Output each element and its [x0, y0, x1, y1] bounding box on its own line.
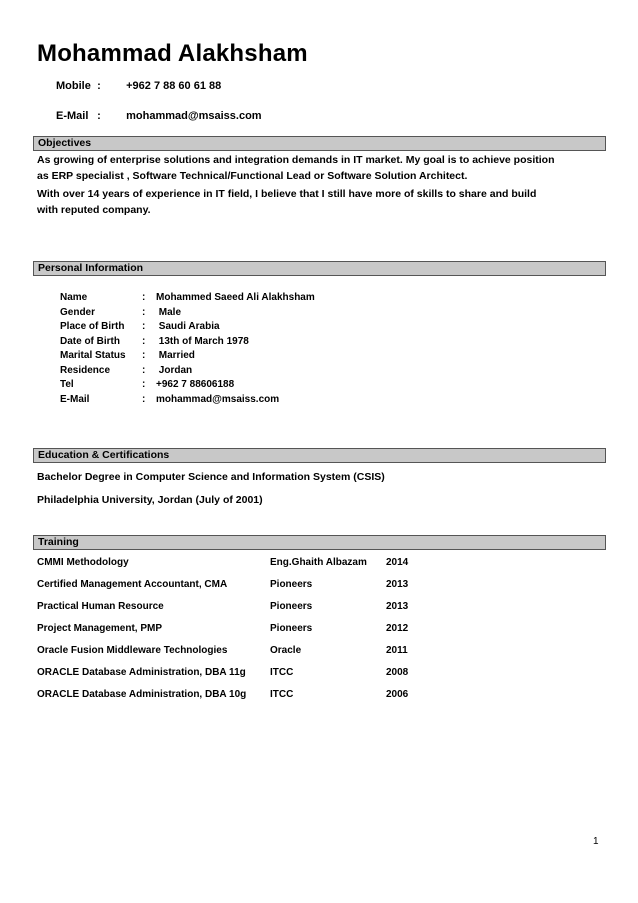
training-year: 2013	[386, 579, 409, 590]
training-provider: ITCC	[270, 689, 294, 700]
personal-value: Male	[156, 307, 182, 318]
personal-value: mohammad@msaiss.com	[156, 394, 280, 405]
candidate-name: Mohammad Alakhsham	[37, 40, 308, 67]
personal-row-name	[60, 291, 315, 305]
training-provider: Pioneers	[270, 601, 313, 612]
contact-email	[56, 110, 262, 122]
training-course: Project Management, PMP	[37, 623, 163, 634]
email-label: E-Mail	[56, 110, 89, 122]
training-course: Certified Management Accountant, CMA	[37, 579, 228, 590]
personal-value: Married	[156, 350, 195, 361]
personal-value: Mohammed Saeed Ali Alakhsham	[156, 292, 315, 303]
page-number: 1	[593, 836, 599, 847]
objectives-line-4: with reputed company.	[37, 204, 151, 216]
training-year: 2006	[386, 689, 409, 700]
personal-value: 13th of March 1978	[156, 336, 249, 347]
personal-key: Name	[60, 292, 88, 303]
training-header: Training	[33, 535, 606, 550]
personal-row-marital-status	[60, 349, 195, 363]
education-university: Philadelphia University, Jordan (July of 2001)	[37, 494, 263, 506]
personal-info-header: Personal Information	[33, 261, 606, 276]
personal-row-gender	[60, 306, 181, 320]
training-year: 2008	[386, 667, 409, 678]
training-year: 2012	[386, 623, 409, 634]
personal-value: +962 7 88606188	[156, 379, 235, 390]
personal-value: Jordan	[156, 365, 193, 376]
personal-row-residence	[60, 364, 192, 378]
training-year: 2014	[386, 557, 409, 568]
personal-sep: :	[142, 394, 146, 405]
training-course: ORACLE Database Administration, DBA 10g	[37, 689, 247, 700]
personal-sep: :	[142, 292, 146, 303]
personal-key: Date of Birth	[60, 336, 120, 347]
personal-key: Tel	[60, 379, 74, 390]
objectives-line-2: as ERP specialist , Software Technical/Functional Lead or Software Solution Architect.	[37, 170, 468, 182]
training-provider: Pioneers	[270, 579, 313, 590]
training-course: CMMI Methodology	[37, 557, 129, 568]
contact-mobile	[56, 80, 221, 92]
objectives-line-1: As growing of enterprise solutions and integration demands in IT market. My goal is to achieve position	[37, 154, 555, 166]
personal-row-date-of-birth	[60, 335, 249, 349]
personal-sep: :	[142, 321, 146, 332]
personal-sep: :	[142, 350, 146, 361]
training-year: 2013	[386, 601, 409, 612]
personal-key: Marital Status	[60, 350, 126, 361]
training-course: ORACLE Database Administration, DBA 11g	[37, 667, 246, 678]
education-degree: Bachelor Degree in Computer Science and Information System (CSIS)	[37, 471, 385, 483]
personal-sep: :	[142, 307, 146, 318]
education-header: Education & Certifications	[33, 448, 606, 463]
email-value: mohammad@msaiss.com	[126, 110, 262, 122]
mobile-label: Mobile	[56, 80, 91, 92]
email-separator: :	[97, 110, 101, 122]
personal-row-place-of-birth	[60, 320, 220, 334]
objectives-line-3: With over 14 years of experience in IT field, I believe that I still have more of skills to share and build	[37, 188, 537, 200]
personal-key: Gender	[60, 307, 96, 318]
training-provider: ITCC	[270, 667, 294, 678]
personal-value: Saudi Arabia	[156, 321, 220, 332]
personal-sep: :	[142, 336, 146, 347]
training-provider: Oracle	[270, 645, 302, 656]
training-provider: Pioneers	[270, 623, 313, 634]
mobile-value: +962 7 88 60 61 88	[126, 80, 222, 92]
training-provider: Eng.Ghaith Albazam	[270, 557, 367, 568]
training-course: Oracle Fusion Middleware Technologies	[37, 645, 228, 656]
personal-key: Residence	[60, 365, 111, 376]
personal-key: E-Mail	[60, 394, 90, 405]
training-year: 2011	[386, 645, 408, 656]
training-course: Practical Human Resource	[37, 601, 164, 612]
mobile-separator: :	[97, 80, 101, 92]
personal-sep: :	[142, 379, 146, 390]
personal-sep: :	[142, 365, 146, 376]
personal-row-tel	[60, 378, 234, 392]
personal-key: Place of Birth	[60, 321, 125, 332]
personal-row-email	[60, 393, 279, 407]
objectives-header: Objectives	[33, 136, 606, 151]
